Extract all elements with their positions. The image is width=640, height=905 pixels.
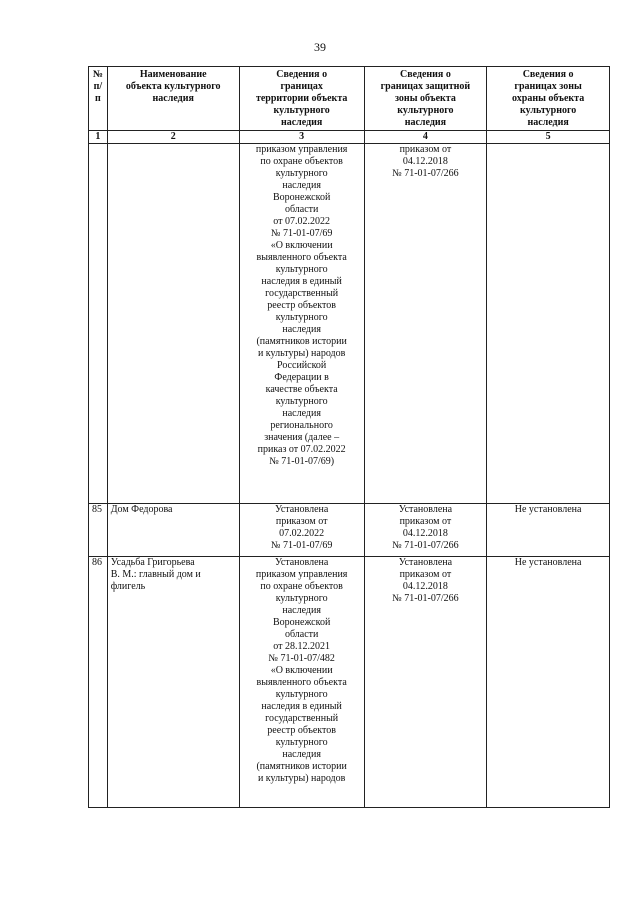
table-row [89,504,610,557]
territory-info: Установлена приказом от 07.02.2022 № 71-01-07/69 [239,504,364,557]
header-number: № п/п [89,67,108,131]
heritage-object-name: Усадьба Григорьева В. М.: главный дом и флигель [107,557,239,808]
header-protection-zone: Сведения о границах зоны охраны объекта культурного наследия [487,67,610,131]
protection-zone-info [487,144,610,504]
territory-info: приказом управления по охране объектов культурного наследия Воронежской области от 07.02.2022 № 71-01-07/69 «О включении выявленного объекта культурного наследия в единый государственный реестр объектов культурного наследия (памятников истории и культуры) народов Российской Федерации в качестве объекта культурного наследия регионального значения (далее – приказ от 07.02.2022 № 71-01-07/69) [239,144,364,504]
row-number [89,144,108,504]
protection-zone-info: Не установлена [487,557,610,808]
column-number: 4 [364,131,487,144]
page-number: 39 [314,40,326,54]
table-row [89,557,610,808]
header-territory: Сведения о границах территории объекта культурного наследия [239,67,364,131]
column-number-row [89,131,610,144]
header-name: Наименование объекта культурного наследия [107,67,239,131]
column-number: 2 [107,131,239,144]
column-number: 1 [89,131,108,144]
heritage-object-name [107,144,239,504]
protective-zone-info: Установлена приказом от 04.12.2018 № 71-01-07/266 [364,504,487,557]
heritage-table [88,66,610,808]
heritage-object-name: Дом Федорова [107,504,239,557]
row-number: 85 [89,504,108,557]
territory-info: Установлена приказом управления по охране объектов культурного наследия Воронежской области от 28.12.2021 № 71-01-07/482 «О включении выявленного объекта культурного наследия в единый государственный реестр объектов культурного наследия (памятников истории и культуры) народов [239,557,364,808]
column-number: 5 [487,131,610,144]
column-number: 3 [239,131,364,144]
header-row [89,67,610,131]
row-number: 86 [89,557,108,808]
table-row [89,144,610,504]
header-protective-zone: Сведения о границах защитной зоны объекта культурного наследия [364,67,487,131]
protective-zone-info: приказом от 04.12.2018 № 71-01-07/266 [364,144,487,504]
protection-zone-info: Не установлена [487,504,610,557]
protective-zone-info: Установлена приказом от 04.12.2018 № 71-01-07/266 [364,557,487,808]
